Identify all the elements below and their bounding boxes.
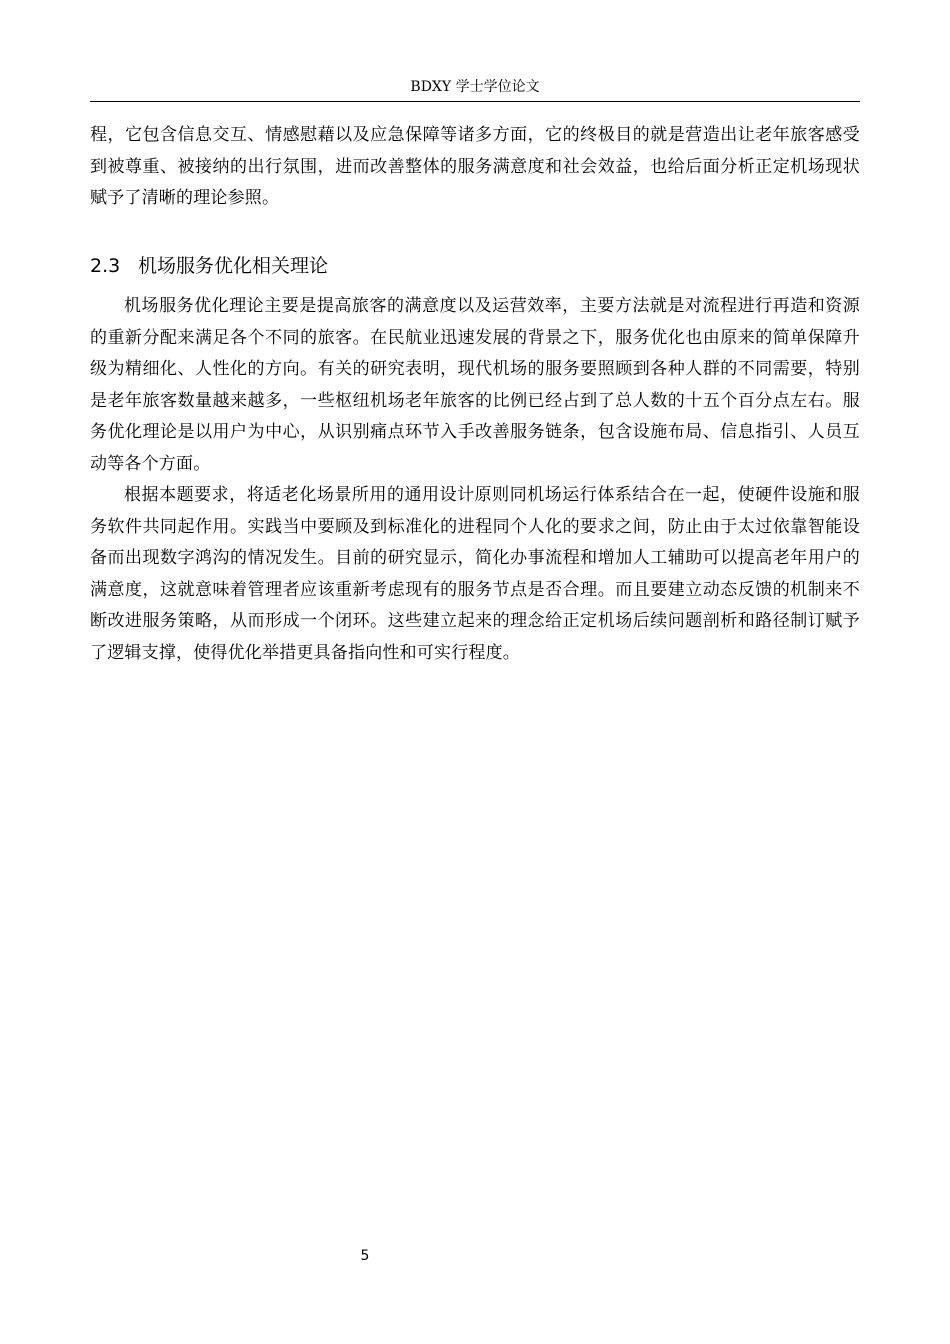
body-paragraph-1: 机场服务优化理论主要是提高旅客的满意度以及运营效率，主要方法就是对流程进行再造和资源的重新分配来满足各个不同的旅客。在民航业迅速发展的背景之下，服务优化也由原来的简单保障升级为精细化、人性化的方向。有关的研究表明，现代机场的服务要照顾到各种人群的不同需要，特别是老年旅客数量越来越多，一些枢纽机场老年旅客的比例已经占到了总人数的十五个百分点左右。服务优化理论是以用户为中心，从识别痛点环节入手改善服务链条，包含设施布局、信息指引、人员互动等各个方面。 (90, 296, 860, 474)
section-title: 机场服务优化相关理论 (138, 255, 329, 277)
page-number: 5 (360, 1248, 370, 1264)
section-heading (90, 252, 328, 280)
section-number: 2.3 (90, 255, 121, 277)
continuation-paragraph: 程，它包含信息交互、情感慰藉以及应急保障等诸多方面，它的终极目的就是营造出让老年旅客感受到被尊重、被接纳的出行氛围，进而改善整体的服务满意度和社会效益，也给后面分析正定机场现状赋予了清晰的理论参照。 (90, 125, 860, 208)
running-header (90, 76, 860, 102)
body-paragraph-2: 根据本题要求，将适老化场景所用的通用设计原则同机场运行体系结合在一起，使硬件设施和服务软件共同起作用。实践当中要顾及到标准化的进程同个人化的要求之间，防止由于太过依靠智能设备而出现数字鸿沟的情况发生。目前的研究显示，简化办事流程和增加人工辅助可以提高老年用户的满意度，这就意味着管理者应该重新考虑现有的服务节点是否合理。而且要建立动态反馈的机制来不断改进服务策略，从而形成一个闭环。这些建立起来的理念给正定机场后续问题剖析和路径制订赋予了逻辑支撑，使得优化举措更具备指向性和可实行程度。 (90, 485, 860, 663)
section-body (90, 291, 860, 669)
continuation-block (90, 120, 860, 215)
header-title: BDXY 学士学位论文 (410, 79, 540, 95)
